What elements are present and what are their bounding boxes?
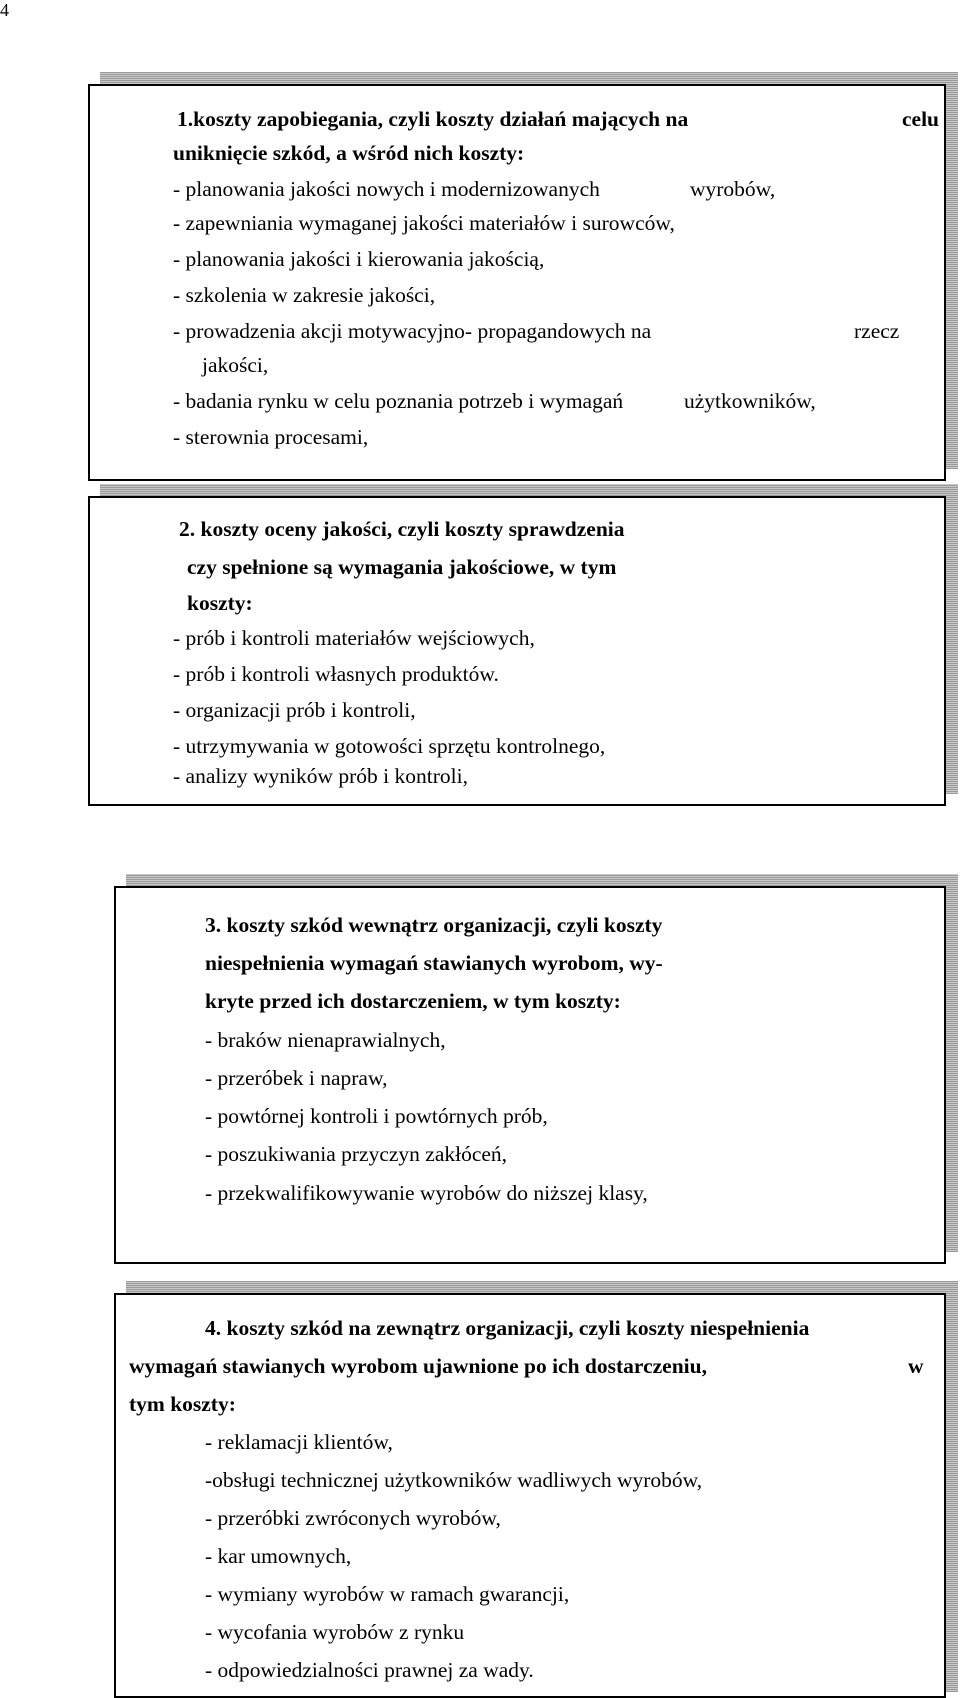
box4-heading-line2-left: wymagań stawianych wyrobom ujawnione po ich dostarczeniu, <box>129 1354 707 1378</box>
box1-item3: - planowania jakości i kierowania jakością, <box>173 247 545 271</box>
box1-item5-cont: jakości, <box>202 353 269 377</box>
box3-item1: - braków nienaprawialnych, <box>205 1028 446 1052</box>
box3-item2: - przeróbek i napraw, <box>205 1066 388 1090</box>
box1-item6-left: - badania rynku w celu poznania potrzeb i wymagań <box>173 389 624 413</box>
box3-heading-line3: kryte przed ich dostarczeniem, w tym koszty: <box>205 989 621 1013</box>
box3-item5: - przekwalifikowywanie wyrobów do niższej klasy, <box>205 1181 648 1205</box>
box1-heading-line1-left: 1.koszty zapobiegania, czyli koszty działań mających na <box>177 107 689 131</box>
box2-item4: - utrzymywania w gotowości sprzętu kontrolnego, <box>173 734 606 758</box>
box1-item4: - szkolenia w zakresie jakości, <box>173 283 436 307</box>
box4-item3: - przeróbki zwróconych wyrobów, <box>205 1506 501 1530</box>
box1-item2: - zapewniania wymaganej jakości materiałów i surowców, <box>173 211 675 235</box>
box3-heading-line1: 3. koszty szkód wewnątrz organizacji, czyli koszty <box>205 913 663 937</box>
appraisal-costs-box <box>88 496 946 806</box>
external-failure-costs-box <box>114 1293 946 1698</box>
box1-item5-left: - prowadzenia akcji motywacyjno- propagandowych na <box>173 319 652 343</box>
box4-item1: - reklamacji klientów, <box>205 1430 393 1454</box>
box4-item7: - odpowiedzialności prawnej za wady. <box>205 1658 534 1682</box>
box4-item4: - kar umownych, <box>205 1544 352 1568</box>
box4-heading-line1: 4. koszty szkód na zewnątrz organizacji, czyli koszty niespełnienia <box>205 1316 810 1340</box>
box2-item3: - organizacji prób i kontroli, <box>173 698 416 722</box>
box2-heading-line2: czy spełnione są wymagania jakościowe, w tym <box>187 555 617 579</box>
box3-item3: - powtórnej kontroli i powtórnych prób, <box>205 1104 548 1128</box>
box4-item2: -obsługi technicznej użytkowników wadliwych wyrobów, <box>205 1468 703 1492</box>
box2-item1: - prób i kontroli materiałów wejściowych, <box>173 626 535 650</box>
box2-item5: - analizy wyników prób i kontroli, <box>173 764 468 788</box>
internal-failure-costs-box <box>114 886 946 1264</box>
box4-item5: - wymiany wyrobów w ramach gwarancji, <box>205 1582 570 1606</box>
box1-item1-right: wyrobów, <box>690 177 776 201</box>
box2-item2: - prób i kontroli własnych produktów. <box>173 662 499 686</box>
page-number: 4 <box>0 0 9 20</box>
box4-heading-line2-right: w <box>908 1354 924 1378</box>
box1-item5-right: rzecz <box>854 319 900 343</box>
box4-item6: - wycofania wyrobów z rynku <box>205 1620 465 1644</box>
box1-heading-line1-right: celu <box>902 107 940 131</box>
box2-heading-line1: 2. koszty oceny jakości, czyli koszty sprawdzenia <box>179 517 625 541</box>
box1-heading-line2: uniknięcie szkód, a wśród nich koszty: <box>173 141 525 165</box>
box1-item7: - sterownia procesami, <box>173 425 369 449</box>
box3-item4: - poszukiwania przyczyn zakłóceń, <box>205 1142 508 1166</box>
prevention-costs-box <box>88 84 946 481</box>
box1-item1-left: - planowania jakości nowych i modernizowanych <box>173 177 600 201</box>
box1-item6-right: użytkowników, <box>684 389 816 413</box>
box2-heading-line3: koszty: <box>187 591 253 615</box>
box3-heading-line2: niespełnienia wymagań stawianych wyrobom, wy- <box>205 951 663 975</box>
box4-heading-line3: tym koszty: <box>129 1392 236 1416</box>
